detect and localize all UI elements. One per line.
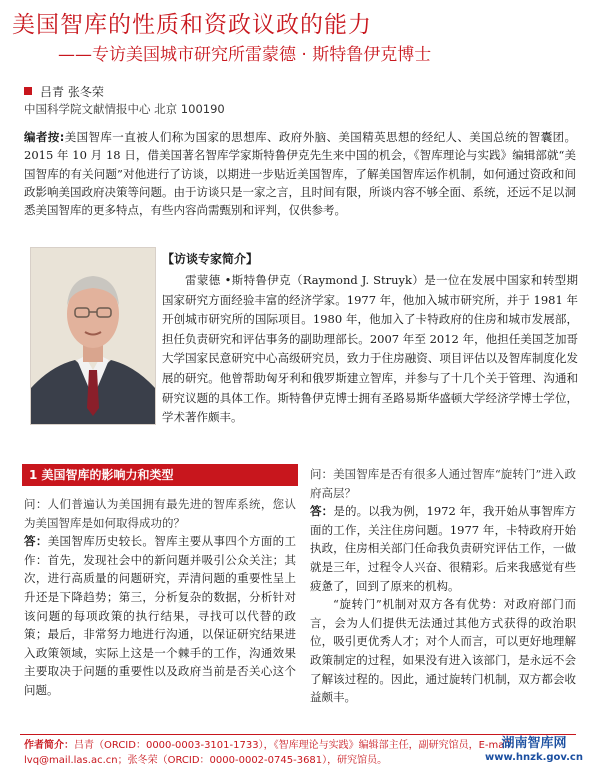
author-bio-footer bbox=[24, 738, 524, 768]
author-affiliation: 中国科学院文献情报中心 北京 100190 bbox=[24, 102, 225, 116]
article-subtitle: ——专访美国城市研究所雷蒙德 · 斯特鲁伊克博士 bbox=[58, 45, 432, 65]
answer-1 bbox=[24, 532, 296, 699]
editor-note-text: 美国智库一直被人们称为国家的思想库、政府外脑、美国精英思想的经纪人、美国总统的智囊团。2015 年 10 月 18 日，借美国著名智库学家斯特鲁伊克先生来中国的机会，《智库理论与实践》编辑部就“美国智库的有关问题”对他进行了访谈，以期进一步贴近美国智库，了解美国智库运作机制，如何通过资政和间政影响美国政府决策等问题。由于访谈只是一家之言，且时间有限，所谈内容不够全面、系统，还远不足以洞悉美国智库的更多特点，有些内容尚需甄别和评判，仅供参考。 bbox=[24, 130, 576, 218]
author-names: 吕青 张冬荣 bbox=[40, 85, 104, 99]
right-column bbox=[310, 465, 576, 707]
expert-portrait bbox=[30, 247, 156, 425]
article-title: 美国智库的性质和资政议政的能力 bbox=[12, 12, 372, 38]
question-2: 问：美国智库是否有很多人通过智库“旋转门”进入政府高层？ bbox=[310, 467, 576, 500]
answer-1-label: 答： bbox=[24, 534, 48, 549]
watermark-url: www.hnzk.gov.cn bbox=[485, 752, 583, 763]
answer-2-text: 是的。以我为例，1972 年，我开始从事智库方面的工作，关注住房问题。1977 年，卡特政府开始执政，住房相关部门任命我负责研究评估工作，一做就是三年，过程令人兴奋、很精彩。后来我感觉有些疲惫了，回到了原来的机构。 bbox=[310, 504, 577, 593]
footer-label: 作者简介： bbox=[24, 740, 74, 751]
question-1: 问：人们普遍认为美国拥有最先进的智库系统，您认为美国智库是如何取得成功的？ bbox=[24, 497, 296, 530]
expert-bio: 雷蒙德 •斯特鲁伊克（Raymond J. Struyk）是一位在发展中国家和转型期国家研究方面经验丰富的经济学家。1977 年，他加入城市研究所，并于 1981 年开创城市研究所的国际项目。1980 年，他加入了卡特政府的住房和城市发展部，担任负责研究和评估事务的副助理部长。2007 年至 2012 年，他担任美国芝加哥大学国家民意研究中心高级研究员，致力于住房融资、项目评估以及智库制度化发展的研究。他曾帮助匈牙利和俄罗斯建立智库，并参与了十几个关于管理、沟通和研究议题的具体工作。斯特鲁伊克博士拥有圣路易斯华盛顿大学经济学博士学位，学术著作颇丰。 bbox=[162, 273, 578, 425]
answer-2 bbox=[310, 502, 576, 595]
answer-1-text: 美国智库历史较长。智库主要从事四个方面的工作：首先，发现社会中的新问题并吸引公众关注；其次，进行高质量的问题研究，弄清问题的重要性呈上升还是下降趋势；第三，分析复杂的数据，分析针对该问题的每项政策的执行结果，寻找可以代替的政策；最后，非常努力地进行沟通，以保证研究结果进入政策领域，实际上这是一个棘手的工作，沟通效果主要取决于问题的重要性以及政府当前是否关心这个问题。 bbox=[24, 534, 297, 697]
footer-text: 吕青（ORCID：0000-0003-3101-1733），《智库理论与实践》编辑部主任，副研究馆员，E-mail：lvq@mail.las.ac.cn；张冬荣（ORCID：0000-0002-0745-3681），研究馆员。 bbox=[24, 740, 520, 766]
site-watermark bbox=[482, 735, 586, 768]
editor-note-label: 编者按: bbox=[24, 130, 65, 144]
section-heading: 1 美国智库的影响力和类型 bbox=[22, 464, 298, 486]
watermark-name: 湖南智库网 bbox=[501, 736, 567, 751]
red-square-marker bbox=[24, 87, 32, 95]
answer-2-label: 答： bbox=[310, 504, 334, 519]
expert-heading: 【访谈专家简介】 bbox=[162, 252, 259, 266]
left-column bbox=[24, 495, 296, 700]
portrait-illustration bbox=[31, 248, 155, 424]
paragraph-revolving-door: “旋转门”机制对双方各有优势：对政府部门而言，会为人们提供无法通过其他方式获得的政治职位，吸引更优秀人才；对个人而言，可以更好地理解政策制定的过程，如果没有进入该部门，是永远不会了解该过程的。因此，通过旋转门机制，双方都会收益颇丰。 bbox=[310, 597, 576, 705]
editor-note bbox=[24, 128, 576, 219]
author-line bbox=[24, 83, 104, 100]
